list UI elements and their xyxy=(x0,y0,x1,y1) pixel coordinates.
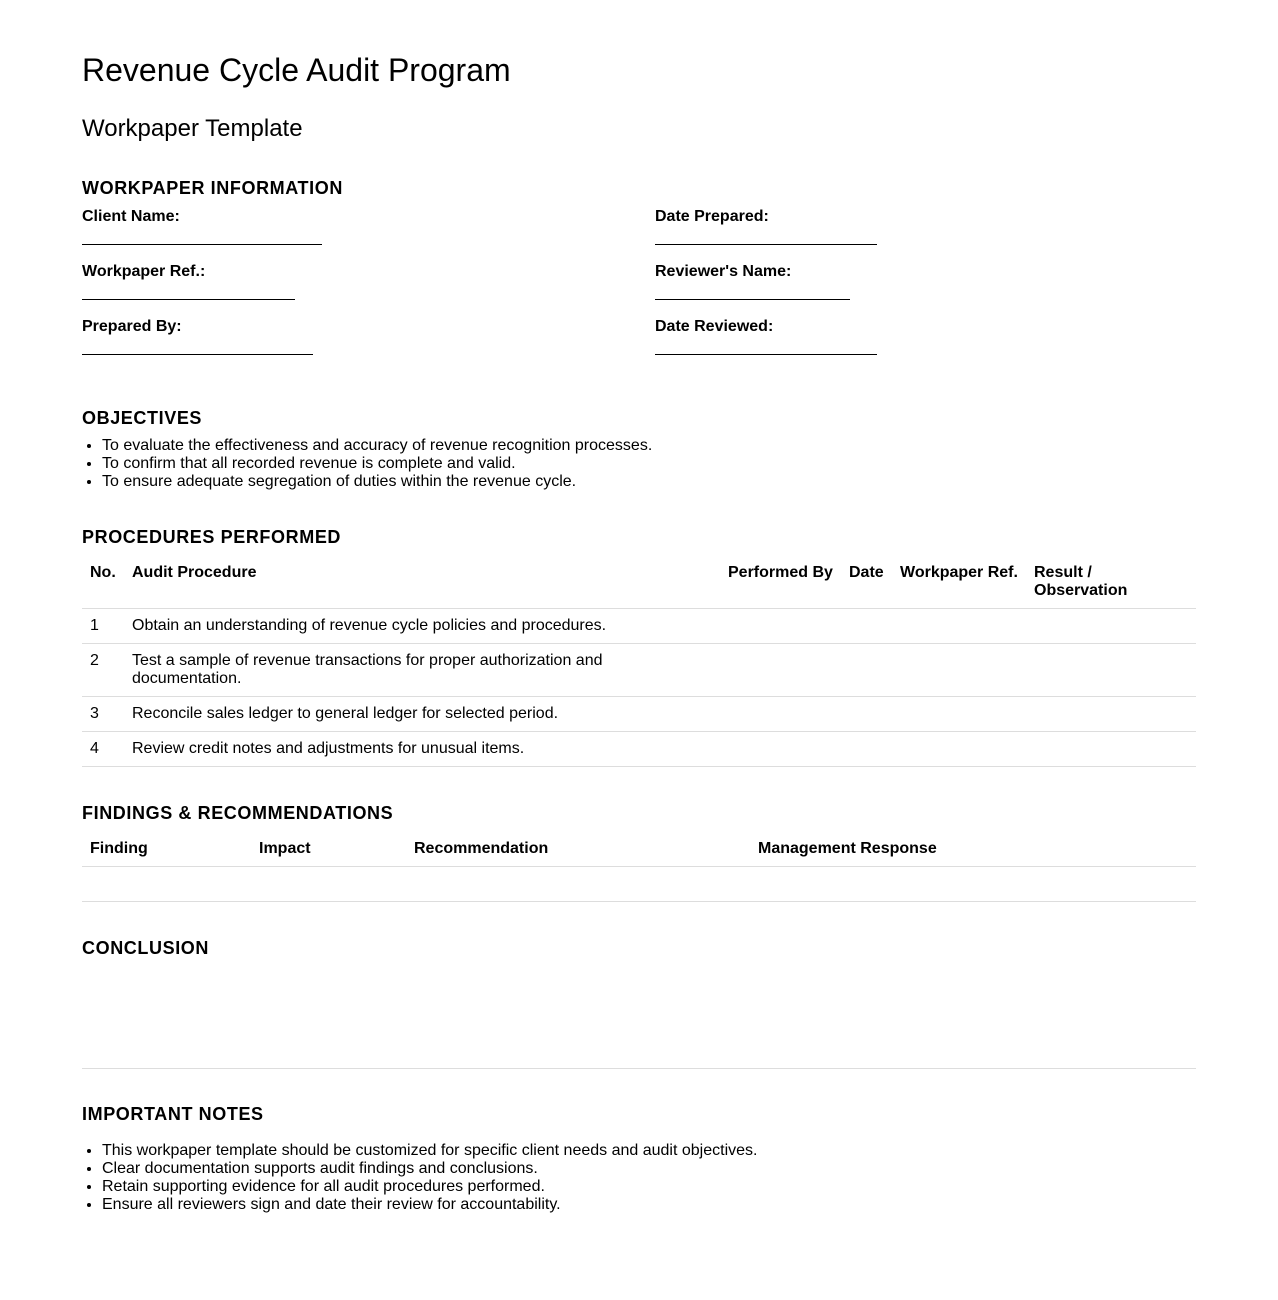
cell-performed-by[interactable] xyxy=(720,644,841,697)
procedures-header-row xyxy=(82,556,1196,609)
cell-performed-by[interactable] xyxy=(720,609,841,644)
findings-header-row xyxy=(82,832,1196,867)
column-header-recommendation: Recommendation xyxy=(406,832,750,867)
column-header-performed-by: Performed By xyxy=(720,556,841,609)
column-header-workpaper-ref: Workpaper Ref. xyxy=(892,556,1026,609)
cell-no: 1 xyxy=(82,609,124,644)
table-row xyxy=(82,867,1196,902)
column-header-date: Date xyxy=(841,556,892,609)
workpaper-ref-field[interactable] xyxy=(82,299,295,300)
list-item: • This workpaper template should be customized for specific client needs and audit objectives. xyxy=(102,1142,1202,1160)
cell-ref[interactable] xyxy=(892,697,1026,732)
column-header-audit-procedure: Audit Procedure xyxy=(124,556,720,609)
cell-result[interactable] xyxy=(1026,697,1196,732)
cell-procedure: Review credit notes and adjustments for unusual items. xyxy=(124,732,720,767)
cell-result[interactable] xyxy=(1026,609,1196,644)
cell-procedure: Reconcile sales ledger to general ledger for selected period. xyxy=(124,697,720,732)
findings-table xyxy=(82,832,1196,902)
cell-date[interactable] xyxy=(841,697,892,732)
cell-no: 4 xyxy=(82,732,124,767)
column-header-result: Result / Observation xyxy=(1026,556,1196,609)
cell-procedure: Obtain an understanding of revenue cycle policies and procedures. xyxy=(124,609,720,644)
conclusion-text-area[interactable] xyxy=(82,968,1196,1058)
page-title: Revenue Cycle Audit Program xyxy=(82,52,511,88)
client-name-label: Client Name: xyxy=(82,208,180,225)
cell-performed-by[interactable] xyxy=(720,697,841,732)
cell-procedure: Test a sample of revenue transactions for proper authorization and documentation. xyxy=(124,644,720,697)
column-header-management-response: Management Response xyxy=(750,832,1196,867)
prepared-by-field[interactable] xyxy=(82,354,313,355)
findings-heading: FINDINGS & RECOMMENDATIONS xyxy=(82,803,394,823)
table-row xyxy=(82,609,1196,644)
cell-date[interactable] xyxy=(841,732,892,767)
cell-result[interactable] xyxy=(1026,644,1196,697)
reviewer-name-label: Reviewer's Name: xyxy=(655,263,792,280)
conclusion-divider xyxy=(82,1068,1196,1069)
workpaper-ref-label: Workpaper Ref.: xyxy=(82,263,206,280)
cell-date[interactable] xyxy=(841,609,892,644)
cell-performed-by[interactable] xyxy=(720,732,841,767)
column-header-impact: Impact xyxy=(251,832,406,867)
procedures-table xyxy=(82,556,1196,767)
page-subtitle: Workpaper Template xyxy=(82,115,303,142)
list-item: • To confirm that all recorded revenue is complete and valid. xyxy=(102,455,1202,473)
reviewer-name-field[interactable] xyxy=(655,299,850,300)
cell-ref[interactable] xyxy=(892,732,1026,767)
cell-ref[interactable] xyxy=(892,609,1026,644)
list-item: • Clear documentation supports audit findings and conclusions. xyxy=(102,1160,1202,1178)
column-header-finding: Finding xyxy=(82,832,251,867)
list-item: • Retain supporting evidence for all audit procedures performed. xyxy=(102,1178,1202,1196)
workpaper-info-heading: WORKPAPER INFORMATION xyxy=(82,178,343,198)
objectives-list xyxy=(82,437,1202,491)
client-name-field[interactable] xyxy=(82,244,322,245)
cell-result[interactable] xyxy=(1026,732,1196,767)
conclusion-heading: CONCLUSION xyxy=(82,938,209,958)
date-prepared-label: Date Prepared: xyxy=(655,208,769,225)
cell-ref[interactable] xyxy=(892,644,1026,697)
list-item: • To evaluate the effectiveness and accuracy of revenue recognition processes. xyxy=(102,437,1202,455)
cell-no: 2 xyxy=(82,644,124,697)
column-header-no: No. xyxy=(82,556,124,609)
list-item: • Ensure all reviewers sign and date their review for accountability. xyxy=(102,1196,1202,1214)
table-row xyxy=(82,697,1196,732)
list-item: • To ensure adequate segregation of duties within the revenue cycle. xyxy=(102,473,1202,491)
cell-recommendation[interactable] xyxy=(406,867,750,902)
prepared-by-label: Prepared By: xyxy=(82,318,182,335)
important-notes-list xyxy=(82,1142,1202,1214)
date-prepared-field[interactable] xyxy=(655,244,877,245)
cell-management-response[interactable] xyxy=(750,867,1196,902)
table-row xyxy=(82,732,1196,767)
table-row xyxy=(82,644,1196,697)
date-reviewed-field[interactable] xyxy=(655,354,877,355)
important-notes-heading: IMPORTANT NOTES xyxy=(82,1104,264,1124)
date-reviewed-label: Date Reviewed: xyxy=(655,318,774,335)
cell-impact[interactable] xyxy=(251,867,406,902)
cell-date[interactable] xyxy=(841,644,892,697)
cell-no: 3 xyxy=(82,697,124,732)
cell-finding[interactable] xyxy=(82,867,251,902)
procedures-heading: PROCEDURES PERFORMED xyxy=(82,527,342,547)
objectives-heading: OBJECTIVES xyxy=(82,408,203,428)
